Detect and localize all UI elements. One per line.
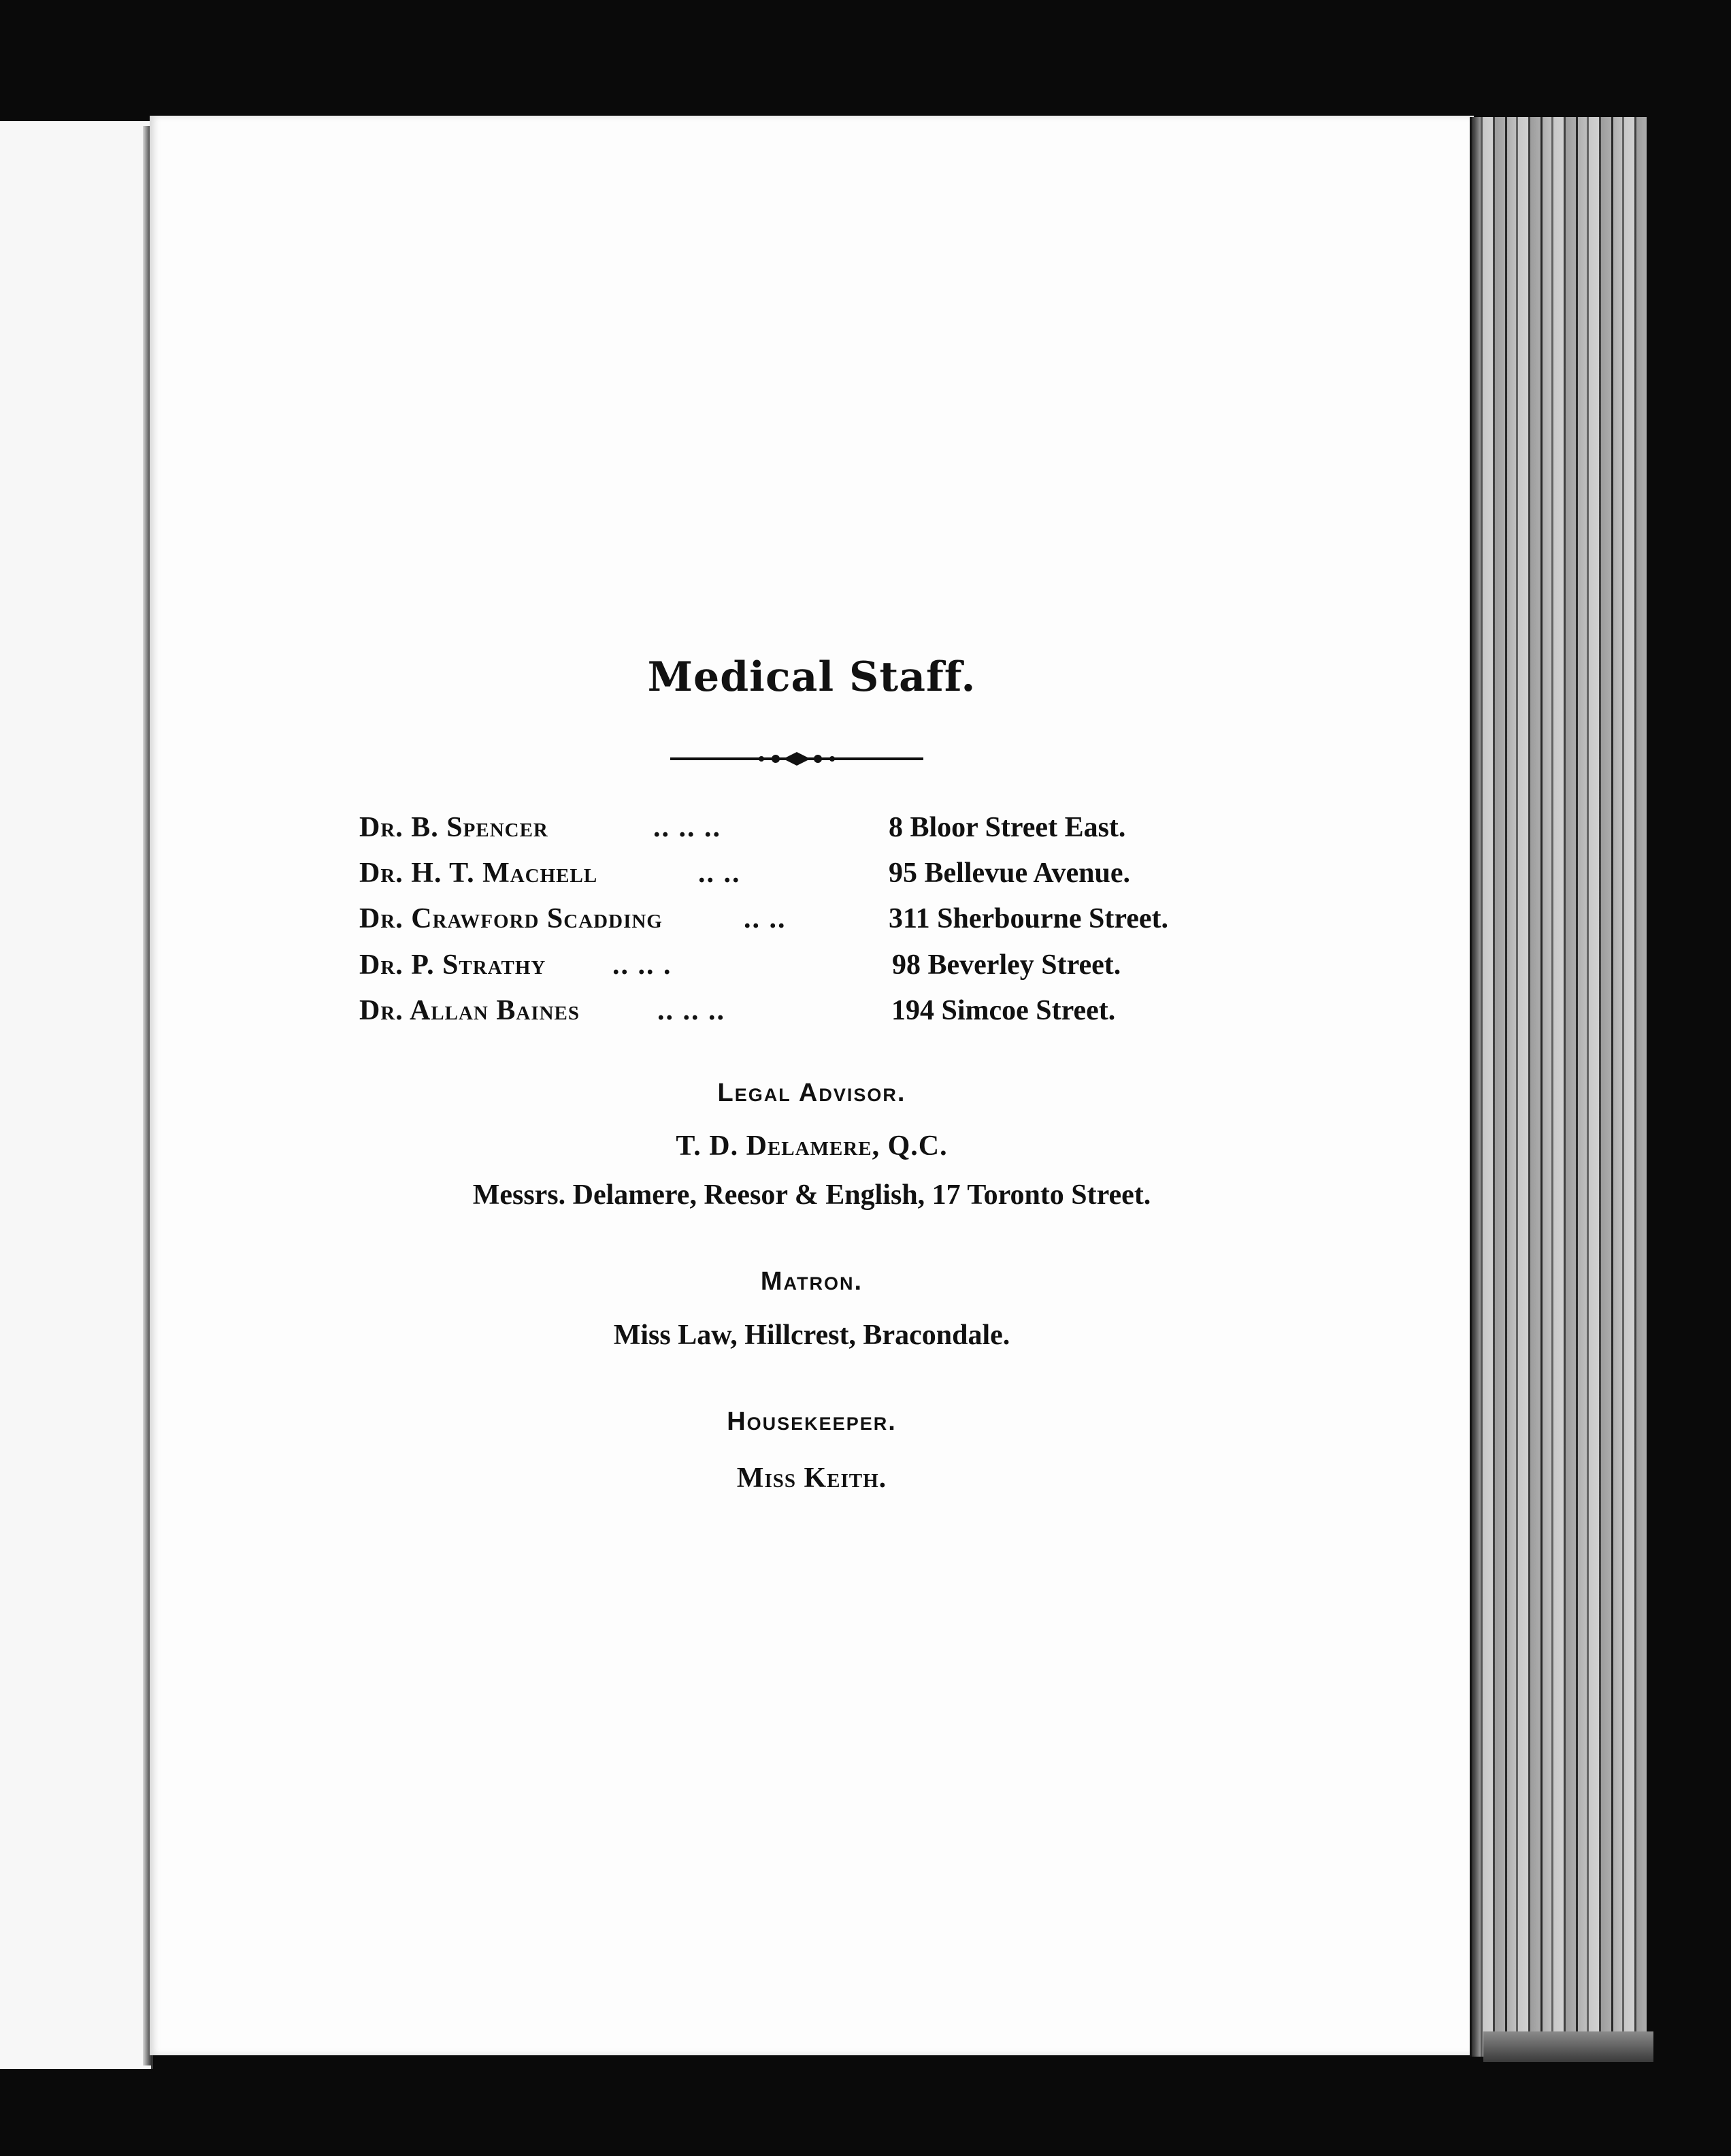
housekeeper-name-text: Miss Keith. <box>736 1463 887 1494</box>
staff-row-spencer <box>359 811 1244 852</box>
staff-name: Dr. Crawford Scadding <box>359 903 663 934</box>
page-edges-bottom <box>1483 2031 1653 2062</box>
leader-dots: .. .. .. <box>657 995 725 1026</box>
leader-dots: .. .. <box>698 858 741 889</box>
facing-page-left <box>0 121 153 2069</box>
staff-row-machell <box>359 857 1244 898</box>
leader-dots: .. .. <box>744 903 787 934</box>
staff-name: Dr. B. Spencer <box>359 812 548 843</box>
housekeeper-name <box>150 1462 1474 1494</box>
staff-address: 8 Bloor Street East. <box>889 812 1126 843</box>
legal-advisor-name-text: T. D. Delamere, Q.C. <box>676 1130 948 1162</box>
staff-name: Dr. Allan Baines <box>359 995 580 1026</box>
staff-name: Dr. H. T. Machell <box>359 858 598 889</box>
leader-dots: .. .. . <box>612 949 672 981</box>
staff-row-baines <box>359 994 1244 1035</box>
staff-row-strathy <box>359 949 1244 990</box>
staff-address: 194 Simcoe Street. <box>891 995 1116 1026</box>
page-edges <box>1470 117 1647 2057</box>
staff-address: 95 Bellevue Avenue. <box>889 858 1131 889</box>
staff-row-scadding <box>359 902 1244 943</box>
legal-advisor-heading: Legal Advisor. <box>717 1079 906 1107</box>
ornamental-divider <box>670 747 923 771</box>
leader-dots: .. .. .. <box>653 812 721 843</box>
staff-name: Dr. P. Strathy <box>359 949 546 981</box>
page-title: Medical Staff. <box>647 653 976 701</box>
legal-advisor-firm: Messrs. Delamere, Reesor & English, 17 Toronto Street. <box>472 1179 1151 1211</box>
housekeeper-heading: Housekeeper. <box>727 1407 897 1436</box>
matron-name: Miss Law, Hillcrest, Bracondale. <box>613 1320 1010 1351</box>
matron-heading: Matron. <box>760 1267 863 1296</box>
staff-address: 311 Sherbourne Street. <box>889 903 1169 934</box>
staff-address: 98 Beverley Street. <box>892 949 1121 981</box>
legal-advisor-name <box>150 1130 1474 1162</box>
